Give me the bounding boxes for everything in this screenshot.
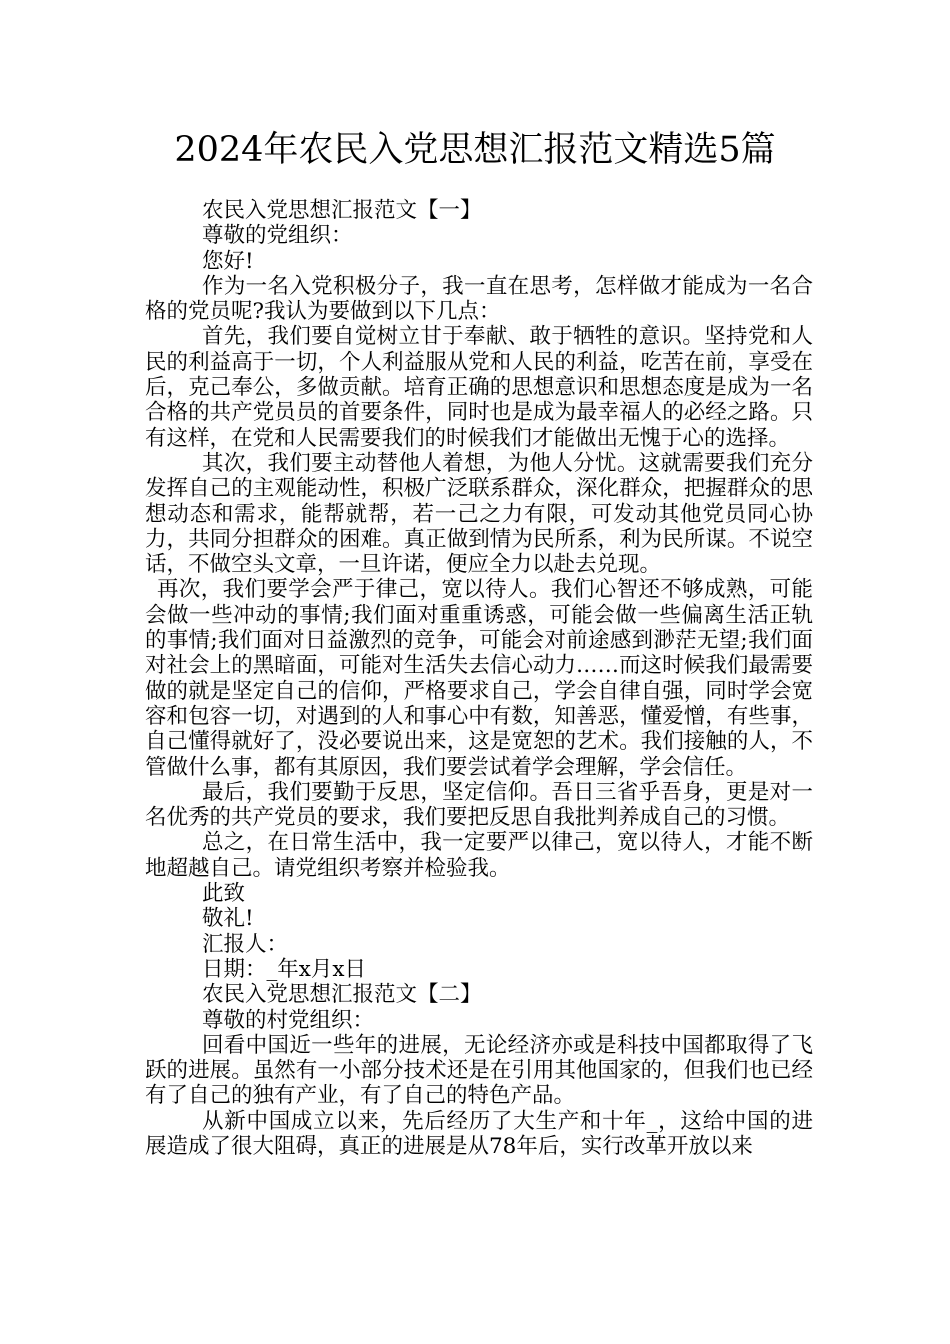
paragraph: 首先，我们要自觉树立甘于奉献、敢于牺牲的意识。坚持党和人民的利益高于一切，个人利益服从党和人民的利益，吃苦在前，享受在后，克己奉公，多做贡献。培育正确的思想意识和思想态度是成为一名合格的共产党员员的首要条件，同时也是成为最幸福人的必经之路。只有这样，在党和人民需要我们的时候我们才能做出无愧于心的选择。 xyxy=(145,324,813,451)
paragraph: 再次，我们要学会严于律己，宽以待人。我们心智还不够成熟，可能会做一些冲动的事情;我们面对重重诱惑，可能会做一些偏离生活正轨的事情;我们面对日益激烈的竞争，可能会对前途感到渺茫无望;我们面对社会上的黑暗面，可能对生活失去信心动力……而这时候我们最需要做的就是坚定自己的信仰，严格要求自己，学会自律自强，同时学会宽容和包容一切，对遇到的人和事心中有数，知善恶，懂爱憎，有些事，自己懂得就好了，没必要说出来，这是宽恕的艺术。我们接触的人，不管做什么事，都有其原因，我们要尝试着学会理解，学会信任。 xyxy=(145,577,813,780)
paragraph: 您好! xyxy=(202,248,254,274)
paragraph: 敬礼! xyxy=(202,906,254,932)
paragraph: 总之，在日常生活中，我一定要严以律己，宽以待人，才能不断地超越自己。请党组织考察并检验我。 xyxy=(145,830,813,881)
paragraph: 农民入党思想汇报范文【二】 xyxy=(202,982,482,1008)
paragraph: 汇报人： xyxy=(202,931,289,957)
paragraph: 最后，我们要勤于反思，坚定信仰。吾日三省乎吾身，更是对一名优秀的共产党员的要求，我们要把反思自我批判养成自己的习惯。 xyxy=(145,779,813,831)
paragraph: 尊敬的党组织： xyxy=(202,223,353,249)
paragraph: 回看中国近一些年的进展，无论经济亦或是科技中国都取得了飞跃的进展。虽然有一小部分技术还是在引用其他国家的，但我们也已经有了自己的独有产业，有了自己的特色产品。 xyxy=(145,1032,813,1109)
paragraph: 尊敬的村党组织： xyxy=(202,1007,375,1033)
paragraph: 农民入党思想汇报范文【一】 xyxy=(202,198,482,223)
paragraph: 从新中国成立以来，先后经历了大生产和十年_，这给中国的进展造成了很大阻碍，真正的进展是从78年后，实行改革开放以来 xyxy=(145,1108,813,1159)
paragraph: 此致 xyxy=(202,881,246,907)
paragraph: 其次，我们要主动替他人着想，为他人分忧。这就需要我们充分发挥自己的主观能动性，积极广泛联系群众，深化群众，把握群众的思想动态和需求，能帮就帮，若一己之力有限，可发动其他党员同心协力，共同分担群众的困难。真正做到情为民所系，利为民所谋。不说空话，不做空头文章，一旦许诺，便应全力以赴去兑现。 xyxy=(145,450,813,578)
paragraph: 作为一名入党积极分子，我一直在思考，怎样做才能成为一名合格的党员呢?我认为要做到以下几点： xyxy=(145,273,813,325)
paragraph: 日期：_年x月x日 xyxy=(202,956,367,982)
document-title: 2024年农民入党思想汇报范文精选5篇 xyxy=(174,130,776,170)
document-body xyxy=(145,198,813,1159)
